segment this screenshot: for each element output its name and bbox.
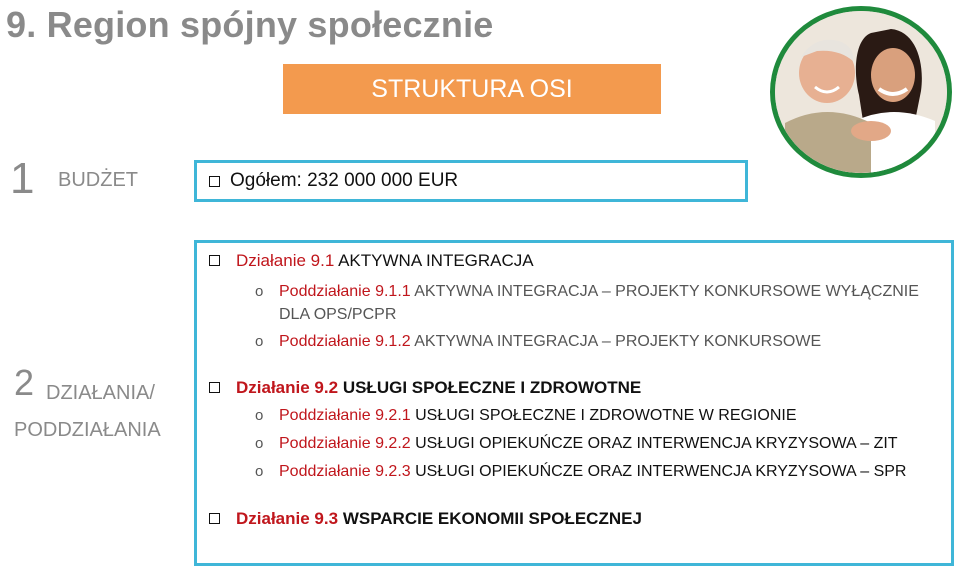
action-number: 3 (328, 509, 339, 528)
subaction-prefix: Poddziałanie 9.2. (279, 435, 402, 452)
bullet-marker: o (255, 407, 264, 424)
subaction-text: AKTYWNA INTEGRACJA – PROJEKTY KONKURSOWE (414, 333, 822, 350)
action-prefix: Działanie 9. (236, 509, 329, 528)
action-name: AKTYWNA INTEGRACJA (338, 251, 534, 270)
bullet-marker: o (255, 333, 264, 350)
action-number: 1 (324, 251, 335, 270)
bullet-marker: o (255, 435, 264, 452)
subaction-number: 2 (401, 435, 411, 452)
subaction-prefix: Poddziałanie 9.2. (279, 463, 402, 480)
subaction-item (255, 333, 821, 351)
budget-box (194, 160, 748, 202)
page-title: 9. Region spójny społecznie (6, 4, 494, 45)
subaction-item (255, 283, 919, 301)
checkbox-icon (209, 255, 220, 266)
subaction-number: 3 (401, 463, 411, 480)
subaction-prefix: Poddziałanie 9.1. (279, 333, 402, 350)
subaction-item (255, 407, 797, 425)
subaction-prefix: Poddziałanie 9.2. (279, 407, 402, 424)
seniors-photo (770, 6, 952, 178)
actions-box (194, 240, 954, 566)
budget-total: Ogółem: 232 000 000 EUR (230, 170, 459, 191)
subaction-text: AKTYWNA INTEGRACJA – PROJEKTY KONKURSOWE WYŁĄCZNIE (414, 283, 919, 300)
action-number: 2 (328, 378, 339, 397)
subaction-number: 1 (401, 283, 411, 300)
checkbox-icon (209, 176, 220, 187)
section-label-actions-line2: PODDZIAŁANIA (14, 419, 161, 441)
section-number-budget: 1 (10, 154, 35, 203)
subaction-text: USŁUGI OPIEKUŃCZE ORAZ INTERWENCJA KRYZYSOWA – SPR (415, 463, 907, 480)
subaction-number: 2 (401, 333, 411, 350)
bullet-marker: o (255, 463, 264, 480)
subaction-prefix: Poddziałanie 9.1. (279, 283, 402, 300)
action-prefix: Działanie 9. (236, 251, 325, 270)
section-label-budget: BUDŻET (58, 169, 138, 191)
action-heading (209, 251, 534, 271)
subaction-item (255, 435, 898, 453)
subaction-text: DLA OPS/PCPR (279, 306, 397, 323)
checkbox-icon (209, 513, 220, 524)
subaction-text: USŁUGI OPIEKUŃCZE ORAZ INTERWENCJA KRYZYSOWA – ZIT (415, 435, 898, 452)
checkbox-icon (209, 382, 220, 393)
section-number-actions: 2 (14, 362, 35, 403)
section-banner: STRUKTURA OSI (283, 64, 661, 114)
bullet-marker: o (255, 283, 264, 300)
photo-illustration (775, 11, 947, 173)
action-heading (209, 509, 642, 529)
subaction-item (255, 463, 906, 481)
action-name: USŁUGI SPOŁECZNE I ZDROWOTNE (342, 378, 642, 397)
action-heading (209, 378, 641, 398)
section-label-actions-line1: DZIAŁANIA/ (46, 382, 155, 404)
action-name: WSPARCIE EKONOMII SPOŁECZNEJ (342, 509, 642, 528)
subaction-text-continuation (279, 306, 396, 324)
action-prefix: Działanie 9. (236, 378, 329, 397)
subaction-number: 1 (401, 407, 411, 424)
subaction-text: USŁUGI SPOŁECZNE I ZDROWOTNE W REGIONIE (415, 407, 797, 424)
